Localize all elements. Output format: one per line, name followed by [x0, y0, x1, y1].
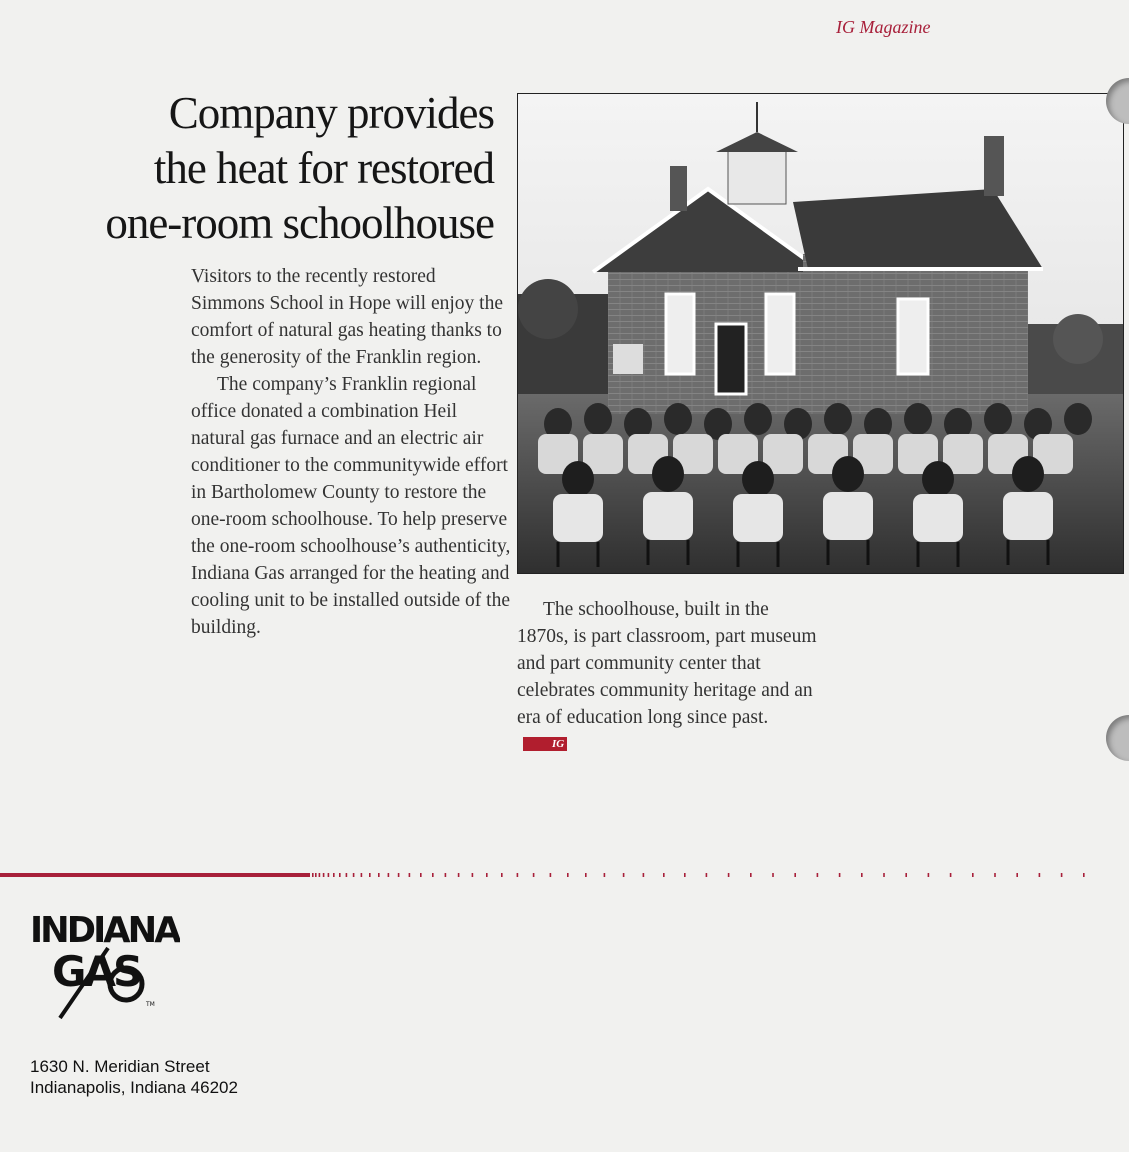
- divider-tick: [501, 873, 503, 877]
- divider-tick: [312, 873, 314, 877]
- divider-tick: [1016, 873, 1018, 877]
- divider-tick: [706, 873, 708, 877]
- logo-trademark: TM: [146, 1001, 155, 1008]
- divider-tick: [361, 873, 363, 877]
- divider-tick: [369, 873, 371, 877]
- divider-tick: [388, 873, 390, 877]
- ig-end-mark: IG: [523, 737, 567, 751]
- body-paragraph-2: The company’s Franklin regional office donated a combination Heil natural gas furnace and an electric air conditioner to the communitywide effort in Bartholomew County to restore the one-room schoolhouse. To help preserve the one-room schoolhouse’s authenticity, Indiana Gas arranged for the heating and cooling unit to be installed outside of the building.: [191, 374, 511, 638]
- divider-tick: [339, 873, 341, 877]
- divider-tick: [928, 873, 930, 877]
- photo-caption: [517, 596, 817, 758]
- headline-line-2: the heat for restored: [153, 143, 494, 193]
- divider-tick: [794, 873, 796, 877]
- divider-tick: [623, 873, 625, 877]
- indiana-gas-logo: [30, 906, 180, 1026]
- binder-hole-bottom: [1106, 715, 1129, 761]
- masthead: IG Magazine: [836, 17, 931, 37]
- divider-tick: [517, 873, 519, 877]
- divider-tick: [750, 873, 752, 877]
- logo-line-1: INDIANA: [30, 909, 179, 952]
- schoolhouse-photo: [517, 93, 1124, 574]
- body-paragraph-1: Visitors to the recently restored Simmons School in Hope will enjoy the comfort of natural gas heating thanks to the generosity of the Franklin region.: [191, 266, 503, 368]
- divider-tick: [409, 873, 411, 877]
- divider-tick: [420, 873, 422, 877]
- headline: [20, 86, 494, 251]
- divider-tick: [604, 873, 606, 877]
- divider-tick: [550, 873, 552, 877]
- caption-text: The schoolhouse, built in the 1870s, is part classroom, part museum and part community center that celebrates community heritage and an era of education long since past.: [517, 599, 817, 728]
- divider-tick: [445, 873, 447, 877]
- divider-tick: [663, 873, 665, 877]
- divider-tick: [994, 873, 996, 877]
- divider-tick: [328, 873, 330, 877]
- headline-line-3: one-room schoolhouse: [105, 198, 494, 248]
- divider-tick: [353, 873, 355, 877]
- divider-tick: [486, 873, 488, 877]
- divider-tick: [323, 873, 325, 877]
- divider-tick: [861, 873, 863, 877]
- logo-line-2: GAS: [52, 947, 141, 996]
- article-body: [191, 263, 511, 641]
- divider-tick: [458, 873, 460, 877]
- address-street: 1630 N. Meridian Street: [30, 1057, 210, 1076]
- headline-line-1: Company provides: [168, 88, 494, 138]
- divider-tick: [772, 873, 774, 877]
- divider-tick: [950, 873, 952, 877]
- mailing-address: [30, 1056, 238, 1098]
- divider-tick: [883, 873, 885, 877]
- divider-tick: [643, 873, 645, 877]
- divider-tick: [472, 873, 474, 877]
- schoolhouse-illustration: [518, 94, 1123, 573]
- divider-tick: [432, 873, 434, 877]
- divider-rule: [0, 872, 1110, 878]
- divider-tick: [319, 873, 321, 877]
- divider-tick: [585, 873, 587, 877]
- divider-tick: [972, 873, 974, 877]
- divider-tick: [1039, 873, 1041, 877]
- divider-tick: [378, 873, 380, 877]
- divider-tick: [839, 873, 841, 877]
- divider-tick: [346, 873, 348, 877]
- address-city: Indianapolis, Indiana 46202: [30, 1078, 238, 1097]
- divider-tick: [1061, 873, 1063, 877]
- divider-tick: [1083, 873, 1085, 877]
- divider-tick: [905, 873, 907, 877]
- divider-tick: [315, 873, 317, 877]
- divider-tick: [533, 873, 535, 877]
- divider-tick: [333, 873, 335, 877]
- divider-tick: [398, 873, 400, 877]
- divider-tick: [817, 873, 819, 877]
- divider-tick: [684, 873, 686, 877]
- divider-tick: [567, 873, 569, 877]
- divider-tick: [728, 873, 730, 877]
